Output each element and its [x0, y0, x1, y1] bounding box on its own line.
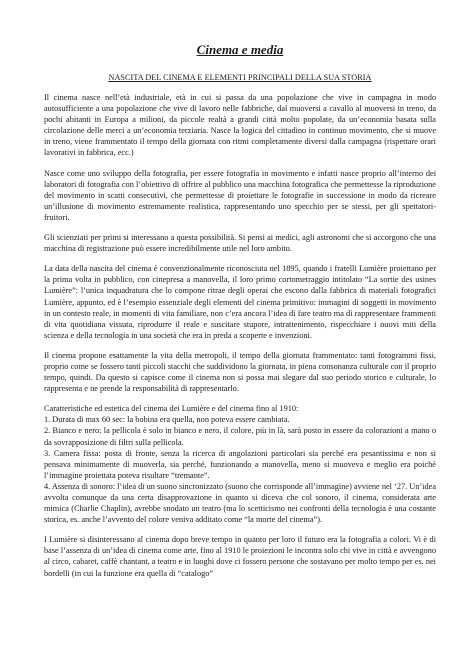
paragraph-lumiere-disinterest: I Lumière si disinteressano al cinema dopo breve tempo in quanto per loro il futuro era la fotografia a colori. Vi è di base l’assenza di un’idea di cinema come arte, fino al 1910 le proiezioni le incontra solo chi vive in città e avvengono al circo, cabaret, caffè chantant, a teatro e in luoghi dove ci fossero persone che sostavano per molto tempo per es. nei bordelli (in cui la funzione era quella di “catalogo” — [44, 535, 436, 578]
paragraph-birth-date: La data della nascita del cinema è convenzionalmente riconosciuta nel 1895, quando i fratelli Lumière proiettano per la prima volta in pubblico, con cinepresa a manovella, il loro primo cortometraggio intitolato “La sortie des usines Lumière”: l’unica inquadratura che lo compone ritrae degli operai che escono dalla fabbrica di materiali fotografici Lumière, appunto, ed è l’esempio essenziale degli elementi del cinema primitivo: immagini di soggetti in movimento in un contesto reale, in momenti di vita familiare, non c’era ancora l’idea di fare teatro ma di rappresentare frammenti di vita quotidiana vissuta, riprodurre il reale e suscitare stupore, intrattenimento, rispecchiare i nuovi miti della scienza e della tecnologia in una società che era in preda a scoperte e invenzioni. — [44, 264, 436, 340]
list-item-no-sound: 4. Assenza di sonoro: l’idea di un suono sincronizzato (suono che corrisponde all’immagine) avviene nel ‘27. Un’idea avvolta comunque da una certa disapprovazione in quanto si diceva che col sonoro, il cinema, considerata arte mimica (Charlie Chaplin), avrebbe snodato un teatro (ma lo scetticismo nei confronti della tecnologia è una costante storica, es. anche l’avvento del colore veniva additato come “la morte del cinema”). — [44, 481, 436, 525]
list-item-fixed-camera: 3. Camera fissa: posta di fronte, senza la ricerca di angolazioni particolari sia perché era pesantissima e non si pensava minimamente di muoverla, sia perché, funzionando a manovella, meno si muoveva e meglio era poiché l’immagine proiettata poteva risultare “tremante”. — [44, 448, 436, 480]
characteristics-list — [44, 403, 436, 525]
paragraph-scientists: Gli scienziati per primi si interessano a questa possibilità. Si pensi ai medici, agli astronomi che si accorgono che una macchina di registrazione può essere incredibilmente utile nel loro ambito. — [44, 233, 436, 254]
paragraph-metropolis: Il cinema propone esattamente la vita della metropoli, il tempo della giornata frammentato: tanti fotogrammi fissi, proprio come se fossero tanti piccoli stacchi che suddividono la giornata, in piena consonanza culturale con il proprio tempo, quindi. Da questo si capisce come il cinema non si possa mai slegare dal suo periodo storico e culturale, lo rappresenta e ne prende la responsabilità di rappresentarlo. — [44, 350, 436, 394]
list-heading: Caratteristiche ed estetica del cinema dei Lumière e del cinema fino al 1910: — [44, 404, 299, 414]
list-item-black-white: 2. Bianco e nero: la pellicola è solo in bianco e nero, il colore, più in là, sarà posto in essere da colorazioni a mano o da sovrapposizione di filtri sulla pellicola. — [44, 426, 436, 447]
document-title: Cinema e media — [196, 42, 284, 57]
paragraph-industrial-age: Il cinema nasce nell’età industriale, età in cui si passa da una popolazione che vive in campagna in modo autosufficiente a una popolazione che vive di lavoro nelle fabbriche, dal muoversi a cavallo al muoversi in treno, da pochi abitanti in Europa a milioni, da piccole realtà a grandi città molto popolate, da un’economia basata sulla circolazione delle merci a un’economia terziaria. Nasce la logica del cittadino in continuo movimento, che si muove in treno, viene frammentato il tempo della giornata con ritmi completamente diversi dalla campagna (rispettare orari lavorativi in fabbrica, ecc.) — [44, 93, 436, 158]
paragraph-photography: Nasce come uno sviluppo della fotografia, per essere fotografia in movimento e infatti nasce proprio all’interno dei laboratori di fotografia con l’obiettivo di offrire al pubblico una macchina fotografica che permettesse la riproduzione del movimento in scatti consecutivi, che permettesse di proiettare le fotografie in successione in modo da ricreare un’illusione di movimento estremamente realistica, rappresentando uno specchio per se stessi, per gli spettatori-fruitori. — [44, 168, 436, 222]
list-item-duration: 1. Durata di max 60 sec: la bobina era quella, non poteva essere cambiata. — [44, 415, 290, 425]
document-subtitle: NASCITA DEL CINEMA E ELEMENTI PRINCIPALI DELLA SUA STORIA — [108, 73, 372, 82]
